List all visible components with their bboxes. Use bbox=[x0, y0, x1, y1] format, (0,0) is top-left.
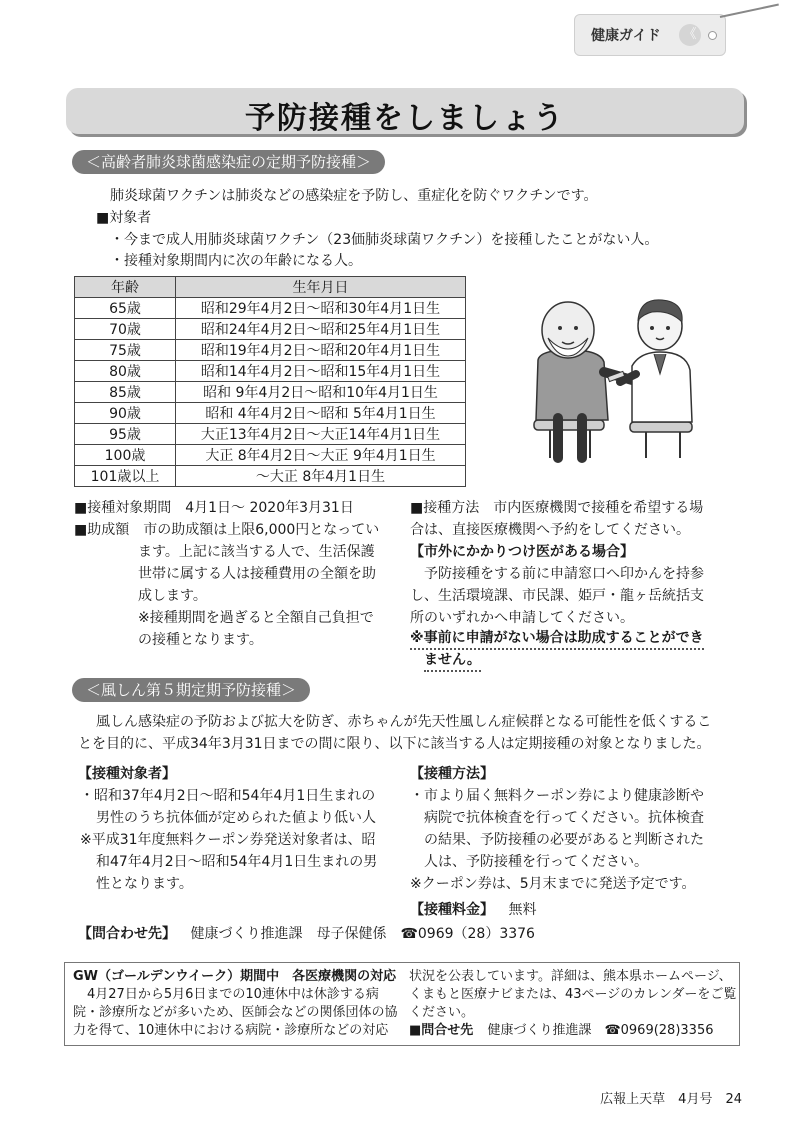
table-cell: 昭和24年4月2日～昭和25年4月1日生 bbox=[176, 319, 466, 340]
section-tag bbox=[574, 14, 726, 56]
target-text: ・昭和37年4月2日～昭和54年4月1日生まれの bbox=[80, 788, 376, 804]
section-header-rubella: ＜風しん第５期定期予防接種＞ bbox=[72, 678, 310, 702]
table-row bbox=[75, 466, 466, 487]
table-cell: ～大正 8年4月1日生 bbox=[176, 466, 466, 487]
table-cell: 95歳 bbox=[75, 424, 176, 445]
gw-text: ください。 bbox=[409, 1005, 475, 1020]
outside-text: 予防接種をする前に申請窓口へ印かんを持参 bbox=[424, 566, 704, 582]
contact-text: 健康づくり推進課 母子保健係 ☎0969（28）3376 bbox=[190, 926, 535, 942]
table-row bbox=[75, 382, 466, 403]
tag-hole-icon bbox=[708, 31, 717, 40]
method-text: の結果、予防接種の必要があると判断された bbox=[424, 832, 704, 848]
gw-text: 力を得て、10連休中における病院・診療所などの対応 bbox=[73, 1023, 389, 1038]
table-row bbox=[75, 298, 466, 319]
table-cell: 大正13年4月2日～大正14年4月1日生 bbox=[176, 424, 466, 445]
target-note: ※平成31年度無料クーポン券発送対象者は、昭 bbox=[80, 832, 376, 848]
doctor-figure bbox=[608, 300, 692, 458]
warning-note: ません。 bbox=[424, 650, 481, 672]
intro-text: とを目的に、平成34年3月31日までの間に限り、以下に該当する人は定期接種の対象となりました。 bbox=[78, 736, 711, 752]
outside-text: し、生活環境課、市民課、姫戸・龍ヶ岳統括支 bbox=[410, 588, 704, 604]
target-line: ・今まで成人用肺炎球菌ワクチン（23価肺炎球菌ワクチン）を接種したことがない人。 bbox=[110, 232, 659, 248]
gw-contact-text: 健康づくり推進課 ☎0969(28)3356 bbox=[487, 1023, 714, 1038]
table-header-row bbox=[75, 277, 466, 298]
gw-title: GW（ゴールデンウイーク）期間中 各医療機関の対応 bbox=[73, 969, 397, 984]
table-row bbox=[75, 424, 466, 445]
table-header: 年齢 bbox=[75, 277, 176, 298]
section-header-pneumococcal: ＜高齢者肺炎球菌感染症の定期予防接種＞ bbox=[72, 150, 385, 174]
method-note: ※クーポン券は、5月末までに発送予定です。 bbox=[410, 876, 696, 892]
tag-label: 健康ガイド bbox=[591, 28, 661, 44]
table-row bbox=[75, 340, 466, 361]
vaccination-illustration bbox=[520, 290, 700, 470]
gw-contact-label: ■問合せ先 bbox=[409, 1023, 474, 1038]
subsidy-text: 世帯に属する人は接種費用の全額を助 bbox=[138, 566, 376, 582]
method-text: 合は、直接医療機関へ予約をしてください。 bbox=[410, 522, 690, 538]
table-cell: 70歳 bbox=[75, 319, 176, 340]
table-cell: 昭和 9年4月2日～昭和10年4月1日生 bbox=[176, 382, 466, 403]
gw-text: くまもと医療ナビまたは、43ページのカレンダーをご覧 bbox=[409, 987, 737, 1002]
subsidy-text: ■助成額 市の助成額は上限6,000円となってい bbox=[74, 522, 380, 538]
page-title: 予防接種をしましょう bbox=[245, 101, 565, 136]
gw-text: 状況を公表しています。詳細は、熊本県ホームページ、 bbox=[409, 969, 732, 984]
outside-text: 所のいずれかへ申請してください。 bbox=[410, 610, 634, 626]
contact-row bbox=[78, 924, 535, 944]
method-text: ・市より届く無料クーポン券により健康診断や bbox=[410, 788, 704, 804]
target-heading: 【接種対象者】 bbox=[78, 766, 176, 782]
target-note: 性となります。 bbox=[96, 876, 193, 892]
fee-value: 無料 bbox=[508, 902, 537, 918]
gw-text: 4月27日から5月6日までの10連休中は休診する病 bbox=[87, 987, 379, 1002]
intro-text: 肺炎球菌ワクチンは肺炎などの感染症を予防し、重症化を防ぐワクチンです。 bbox=[110, 188, 598, 204]
contact-label: 【問合わせ先】 bbox=[78, 926, 176, 942]
target-line: ・接種対象期間内に次の年齢になる人。 bbox=[110, 253, 362, 269]
fee-label: 【接種料金】 bbox=[410, 902, 494, 918]
outside-heading: 【市外にかかりつけ医がある場合】 bbox=[410, 544, 634, 560]
table-row bbox=[75, 403, 466, 424]
table-cell: 90歳 bbox=[75, 403, 176, 424]
method-text: 病院で抗体検査を行ってください。抗体検査 bbox=[424, 810, 704, 826]
target-text: 男性のうち抗体価が定められた値より低い人 bbox=[96, 810, 376, 826]
table-cell: 昭和 4年4月2日～昭和 5年4月1日生 bbox=[176, 403, 466, 424]
tag-string bbox=[720, 4, 779, 18]
table-cell: 昭和29年4月2日～昭和30年4月1日生 bbox=[176, 298, 466, 319]
subsidy-note: ※接種期間を過ぎると全額自己負担で bbox=[138, 610, 374, 626]
table-header: 生年月日 bbox=[176, 277, 466, 298]
gw-text: 院・診療所などが多いため、医師会などの関係団体の協 bbox=[73, 1005, 398, 1020]
title-banner bbox=[66, 88, 744, 134]
page-footer: 広報上天草 4月号 24 bbox=[600, 1092, 742, 1107]
table-cell: 85歳 bbox=[75, 382, 176, 403]
intro-text: 風しん感染症の予防および拡大を防ぎ、赤ちゃんが先天性風しん症候群となる可能性を低くするこ bbox=[96, 714, 712, 730]
table-cell: 75歳 bbox=[75, 340, 176, 361]
method-text: 人は、予防接種を行ってください。 bbox=[424, 854, 648, 870]
age-table bbox=[74, 276, 466, 487]
table-row bbox=[75, 445, 466, 466]
table-row bbox=[75, 319, 466, 340]
subsidy-text: ます。上記に該当する人で、生活保護 bbox=[138, 544, 375, 560]
table-cell: 100歳 bbox=[75, 445, 176, 466]
period-text: ■接種対象期間 4月1日～ 2020年3月31日 bbox=[74, 500, 354, 516]
target-note: 和47年4月2日～昭和54年4月1日生まれの男 bbox=[96, 854, 378, 870]
target-heading: ■対象者 bbox=[96, 210, 152, 226]
table-cell: 昭和14年4月2日～昭和15年4月1日生 bbox=[176, 361, 466, 382]
table-cell: 65歳 bbox=[75, 298, 176, 319]
method-heading: 【接種方法】 bbox=[410, 766, 494, 782]
table-cell: 80歳 bbox=[75, 361, 176, 382]
table-cell: 昭和19年4月2日～昭和20年4月1日生 bbox=[176, 340, 466, 361]
gw-notice-box bbox=[64, 962, 740, 1046]
table-cell: 101歳以上 bbox=[75, 466, 176, 487]
gw-contact bbox=[409, 1022, 713, 1040]
table-row bbox=[75, 361, 466, 382]
method-text: ■接種方法 市内医療機関で接種を希望する場 bbox=[410, 500, 704, 516]
table-cell: 大正 8年4月2日～大正 9年4月1日生 bbox=[176, 445, 466, 466]
fee-row bbox=[410, 900, 536, 920]
subsidy-text: 成します。 bbox=[138, 588, 207, 604]
warning-note: ※事前に申請がない場合は助成することができ bbox=[410, 628, 704, 650]
subsidy-note: の接種となります。 bbox=[138, 632, 263, 648]
chevron-left-icon: 《 bbox=[679, 24, 701, 46]
